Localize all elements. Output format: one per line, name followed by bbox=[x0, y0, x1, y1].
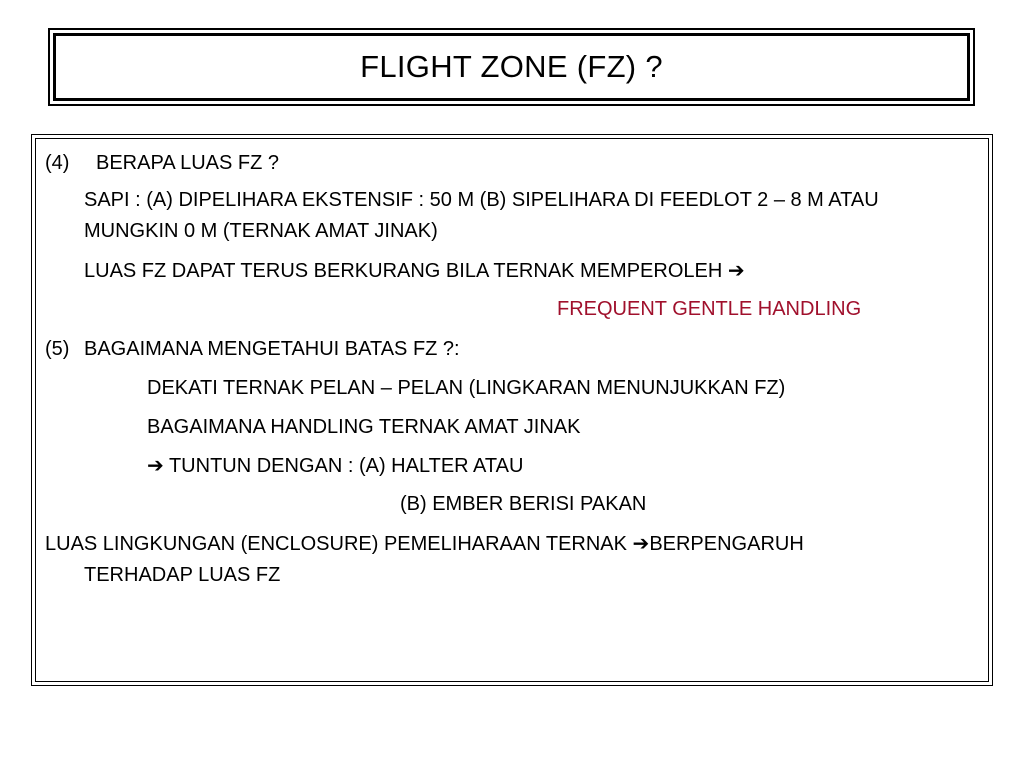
handling-line: BAGAIMANA HANDLING TERNAK AMAT JINAK bbox=[147, 416, 581, 438]
luas-fz-text: LUAS FZ DAPAT TERUS BERKURANG BILA TERNAK MEMPEROLEH bbox=[84, 260, 723, 282]
luas-fz-line bbox=[84, 256, 745, 286]
luas-lingkungan-line-2: TERHADAP LUAS FZ bbox=[84, 564, 281, 586]
content-frame bbox=[31, 134, 993, 686]
title-frame bbox=[48, 28, 975, 106]
content-inner-frame bbox=[35, 138, 989, 682]
question-4-text: BERAPA LUAS FZ ? bbox=[96, 152, 280, 174]
right-arrow-icon: ➔ bbox=[147, 455, 164, 477]
slide-title: FLIGHT ZONE (FZ) ? bbox=[360, 49, 663, 84]
right-arrow-icon: ➔ bbox=[632, 533, 650, 555]
right-arrow-icon: ➔ bbox=[727, 260, 745, 282]
ember-line: (B) EMBER BERISI PAKAN bbox=[400, 493, 647, 515]
tuntun-text: TUNTUN DENGAN : (A) HALTER ATAU bbox=[168, 455, 524, 477]
question-5-number: (5) bbox=[45, 338, 70, 360]
dekati-line: DEKATI TERNAK PELAN – PELAN (LINGKARAN MENUNJUKKAN FZ) bbox=[147, 377, 786, 399]
question-5-text: BAGAIMANA MENGETAHUI BATAS FZ ?: bbox=[84, 338, 460, 360]
tuntun-line bbox=[147, 451, 523, 481]
luas-lingkungan-text: LUAS LINGKUNGAN (ENCLOSURE) PEMELIHARAAN TERNAK bbox=[45, 533, 627, 555]
sapi-line-2: MUNGKIN 0 M (TERNAK AMAT JINAK) bbox=[84, 220, 438, 242]
sapi-line-1: SAPI : (A) DIPELIHARA EKSTENSIF : 50 M (B) SIPELIHARA DI FEEDLOT 2 – 8 M ATAU bbox=[84, 189, 879, 211]
luas-lingkungan-line-1 bbox=[45, 529, 804, 559]
frequent-gentle-handling: FREQUENT GENTLE HANDLING bbox=[557, 298, 862, 320]
berpengaruh-text: BERPENGARUH bbox=[649, 533, 804, 555]
title-inner-frame bbox=[53, 33, 970, 101]
question-4-number: (4) bbox=[45, 152, 70, 174]
